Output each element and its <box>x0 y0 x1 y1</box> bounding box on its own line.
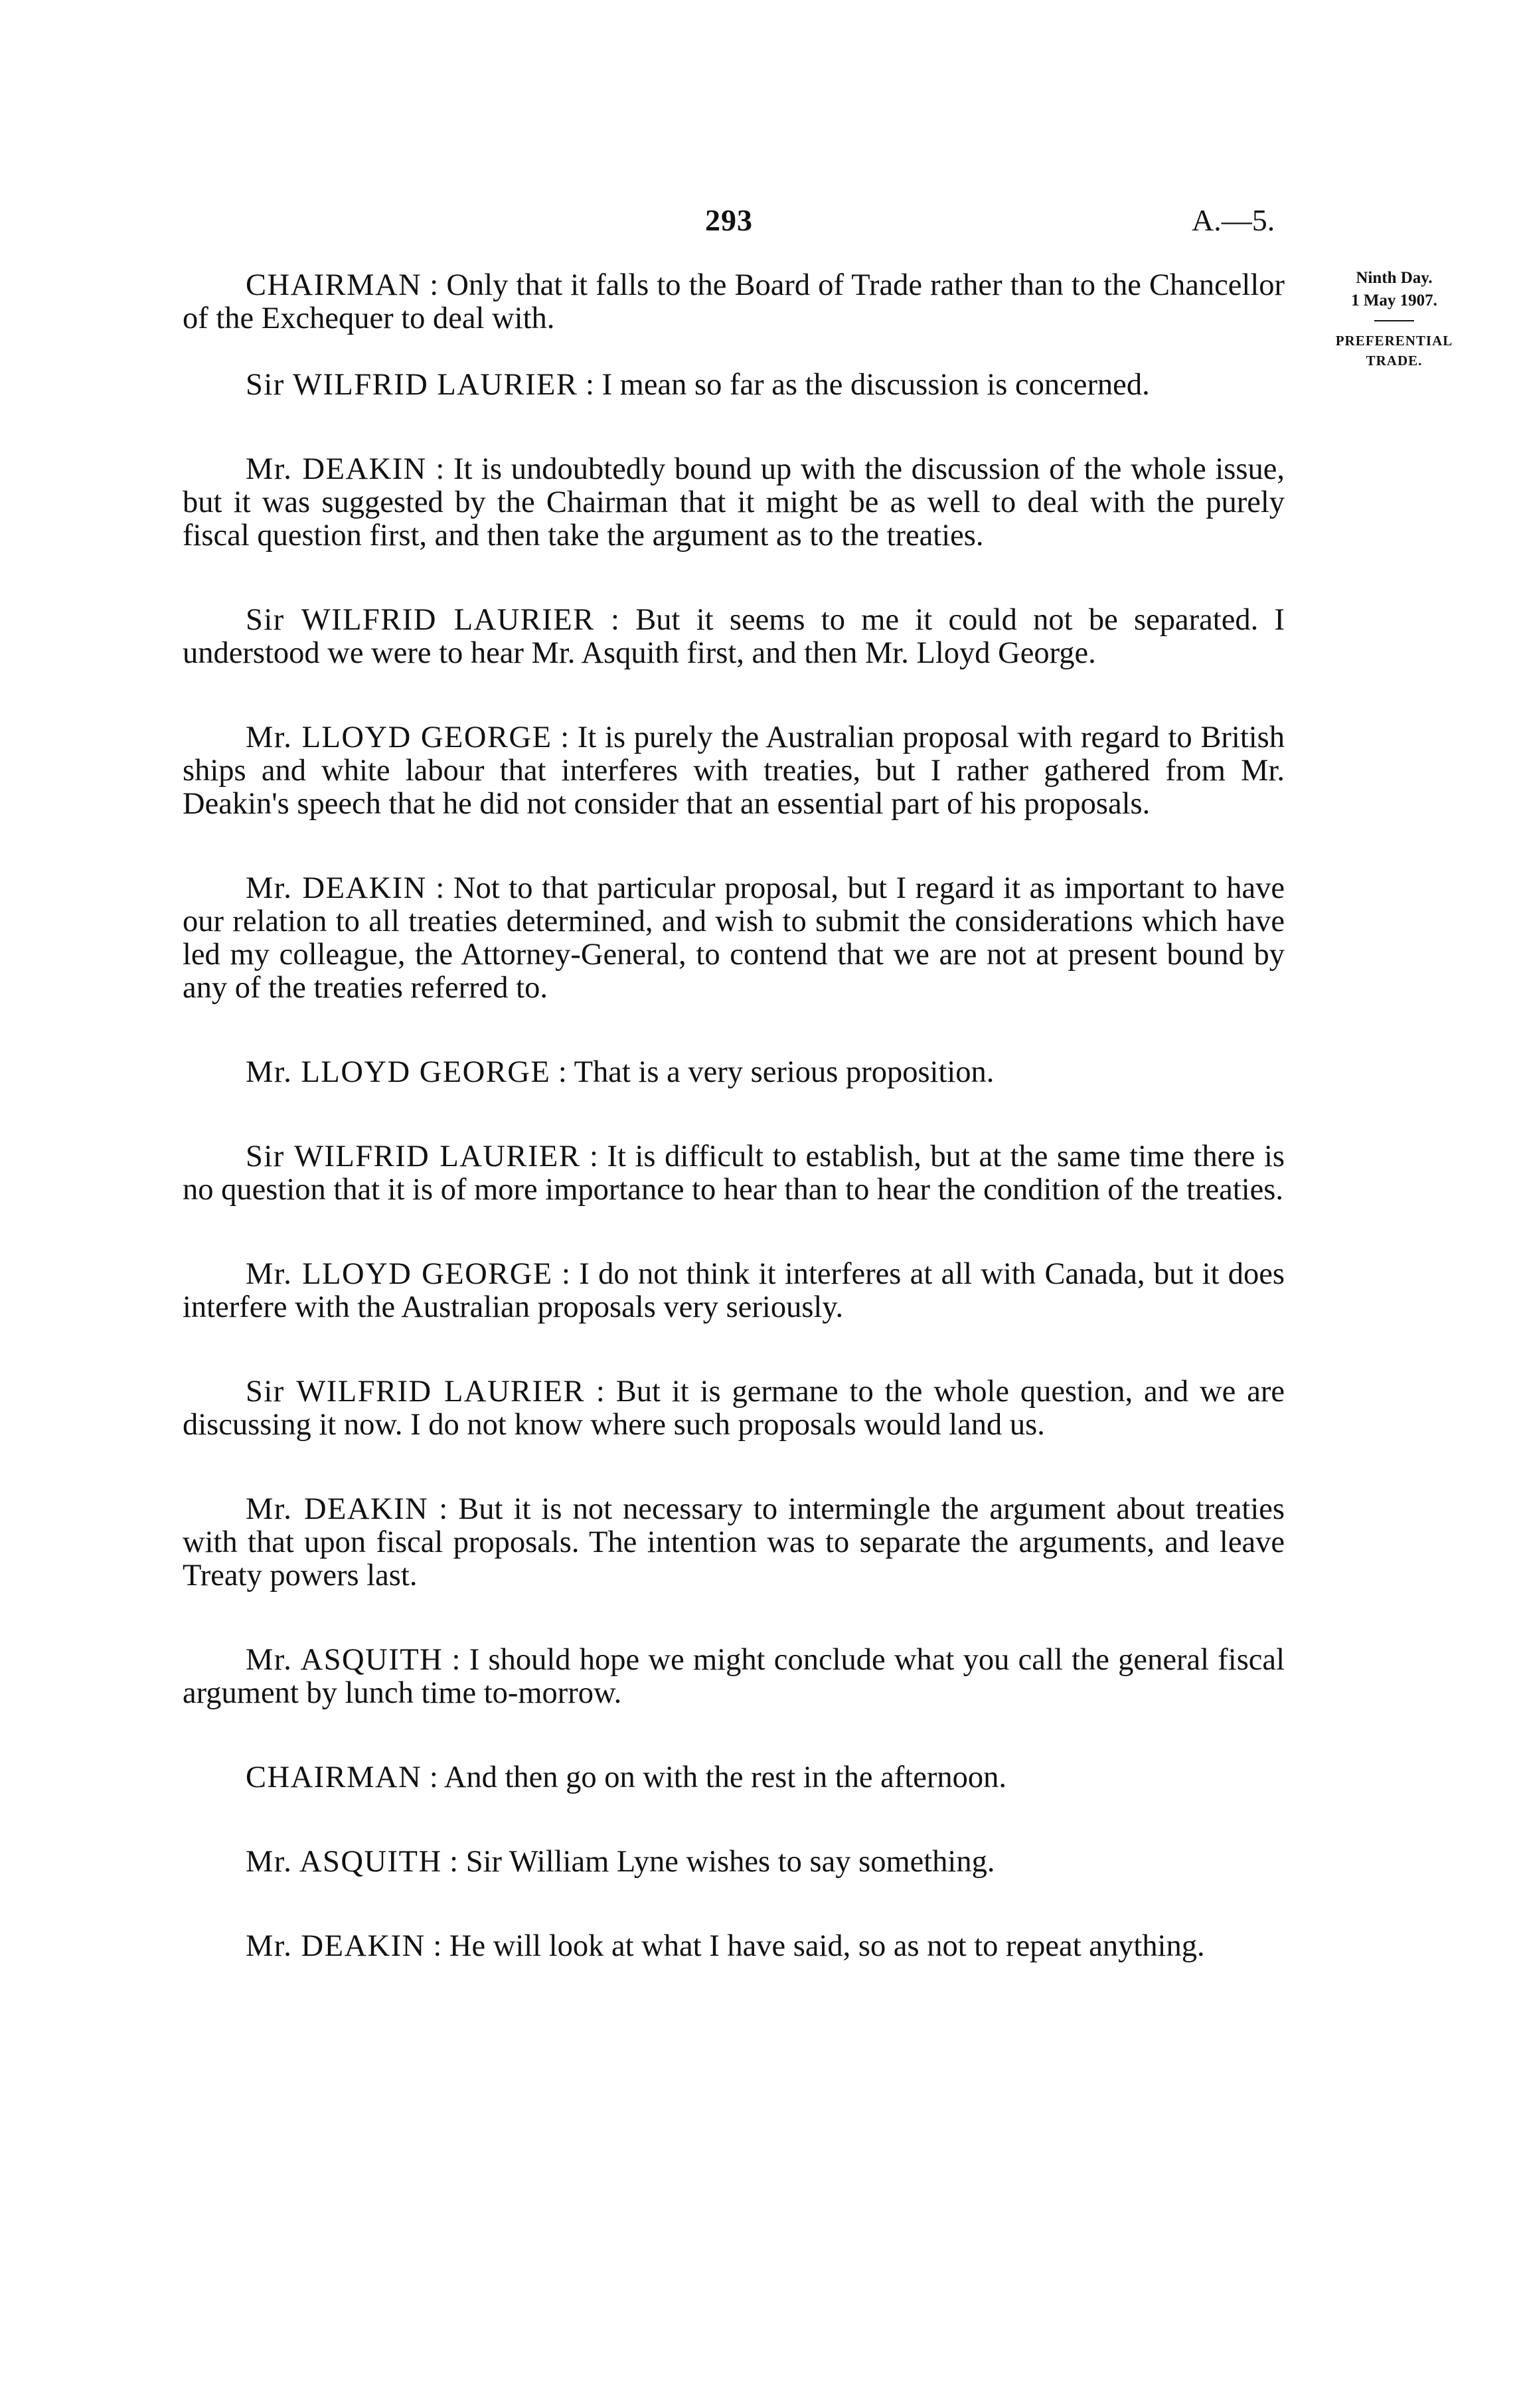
speaker-name: Mr. ASQUITH <box>246 1643 443 1677</box>
speaker-name: Sir WILFRID LAURIER <box>246 603 595 637</box>
speech-text: Not to that particular proposal, but I regard it as important to have our relation to all treaties determined, and wish to submit the considerations which have led my colleague, the Attorney-General, to contend that we are not at present bound by any of the treaties referred to. <box>183 871 1285 1005</box>
margin-note-day: Ninth Day. <box>1356 269 1433 287</box>
speaker-name: Mr. DEAKIN <box>246 1492 429 1526</box>
speech-text: But it is not necessary to intermingle the argument about treaties with that upon fiscal proposals. The intention was to separate the arguments, and leave Treaty powers last. <box>183 1492 1285 1592</box>
margin-note <box>1318 267 1471 371</box>
transcript-paragraph: Mr. DEAKIN : But it is not necessary to intermingle the argument about treaties with that upon fiscal proposals. The intention was to separate the arguments, and leave Treaty powers last. <box>183 1492 1285 1592</box>
speech-text: He will look at what I have said, so as not to repeat anything. <box>449 1929 1205 1963</box>
transcript-paragraph: Mr. LLOYD GEORGE : I do not think it interferes at all with Canada, but it does interfere with the Australian proposals very seriously. <box>183 1257 1285 1324</box>
transcript-paragraph: Mr. DEAKIN : Not to that particular proposal, but I regard it as important to have our relation to all treaties determined, and wish to submit the considerations which have led my colleague, the Attorney-General, to contend that we are not at present bound by any of the treaties referred to. <box>183 871 1285 1005</box>
speech-text: But it seems to me it could not be separated. I understood we were to hear Mr. Asquith first, and then Mr. Lloyd George. <box>183 603 1285 670</box>
transcript-paragraph: Mr. LLOYD GEORGE : That is a very serious proposition. <box>246 1055 995 1089</box>
speech-text: But it is germane to the whole question, and we are discussing it now. I do not know where such proposals would land us. <box>183 1375 1285 1442</box>
transcript-paragraph: Mr. LLOYD GEORGE : It is purely the Australian proposal with regard to British ships and white labour that interferes with treaties, but I rather gathered from Mr. Deakin's speech that he did not consider that an essential part of his proposals. <box>183 721 1285 821</box>
transcript-paragraph: CHAIRMAN : And then go on with the rest in the afternoon. <box>246 1761 1006 1794</box>
transcript-paragraph: Sir WILFRID LAURIER : It is difficult to establish, but at the same time there is no question that it is of more importance to hear than to hear the condition of the treaties. <box>183 1140 1285 1207</box>
transcript-paragraph: Mr. ASQUITH : I should hope we might conclude what you call the general fiscal argument by lunch time to-morrow. <box>183 1643 1285 1710</box>
speaker-name: CHAIRMAN <box>246 1761 422 1794</box>
speech-text: Sir William Lyne wishes to say something. <box>465 1845 995 1879</box>
transcript-paragraph: Sir WILFRID LAURIER : I mean so far as the discussion is concerned. <box>246 368 1150 402</box>
speech-text: It is difficult to establish, but at the same time there is no question that it is of more importance to hear than to hear the condition of the treaties. <box>183 1140 1285 1207</box>
speaker-name: Sir WILFRID LAURIER <box>246 368 578 402</box>
speaker-name: CHAIRMAN <box>246 268 422 302</box>
speaker-name: Mr. LLOYD GEORGE <box>246 1055 551 1089</box>
transcript-body <box>183 269 1285 1963</box>
transcript-paragraph: Mr. DEAKIN : It is undoubtedly bound up with the discussion of the whole issue, but it was suggested by the Chairman that it might be as well to deal with the purely fiscal question first, and then take the argument as to the treaties. <box>183 452 1285 553</box>
margin-note-topic-line2: TRADE. <box>1366 353 1423 369</box>
speaker-name: Mr. DEAKIN <box>246 1929 426 1963</box>
transcript-paragraph: Sir WILFRID LAURIER : But it seems to me it could not be separated. I understood we were to hear Mr. Asquith first, and then Mr. Lloyd George. <box>183 603 1285 670</box>
speech-text: That is a very serious proposition. <box>574 1055 995 1089</box>
speech-text: And then go on with the rest in the afternoon. <box>443 1761 1006 1794</box>
speaker-name: Mr. ASQUITH <box>246 1845 442 1879</box>
page-number: 293 <box>705 203 753 237</box>
speech-text: It is purely the Australian proposal with regard to British ships and white labour that interferes with treaties, but I rather gathered from Mr. Deakin's speech that he did not consider that an essential part of his proposals. <box>183 721 1285 821</box>
transcript-paragraph: Mr. ASQUITH : Sir William Lyne wishes to say something. <box>246 1845 995 1879</box>
speaker-name: Sir WILFRID LAURIER <box>246 1140 581 1173</box>
margin-note-date: 1 May 1907. <box>1351 292 1437 309</box>
speech-text: It is undoubtedly bound up with the discussion of the whole issue, but it was suggested by the Chairman that it might be as well to deal with the purely fiscal question first, and then take the argument as to the treaties. <box>183 452 1285 553</box>
speaker-name: Mr. LLOYD GEORGE <box>246 1257 553 1291</box>
speech-text: I mean so far as the discussion is concerned. <box>601 368 1150 402</box>
transcript-paragraph: CHAIRMAN : Only that it falls to the Board of Trade rather than to the Chancellor of the Exchequer to deal with. <box>183 268 1285 335</box>
speaker-name: Sir WILFRID LAURIER <box>246 1375 585 1409</box>
transcript-paragraph: Sir WILFRID LAURIER : But it is germane to the whole question, and we are discussing it now. I do not know where such proposals would land us. <box>183 1375 1285 1442</box>
speaker-name: Mr. DEAKIN <box>246 452 427 486</box>
speech-text: I should hope we might conclude what you call the general fiscal argument by lunch time to-morrow. <box>183 1643 1285 1710</box>
speaker-name: Mr. DEAKIN <box>246 871 427 905</box>
speech-text: I do not think it interferes at all with Canada, but it does interfere with the Australian proposals very seriously. <box>183 1257 1285 1324</box>
transcript-paragraph: Mr. DEAKIN : He will look at what I have said, so as not to repeat anything. <box>246 1929 1205 1963</box>
document-series-code: A.—5. <box>1192 203 1275 237</box>
margin-note-topic-line1: PREFERENTIAL <box>1335 333 1453 349</box>
margin-note-divider <box>1374 320 1414 321</box>
speaker-name: Mr. LLOYD GEORGE <box>246 721 552 754</box>
speech-text: Only that it falls to the Board of Trade rather than to the Chancellor of the Exchequer to deal with. <box>183 268 1285 335</box>
